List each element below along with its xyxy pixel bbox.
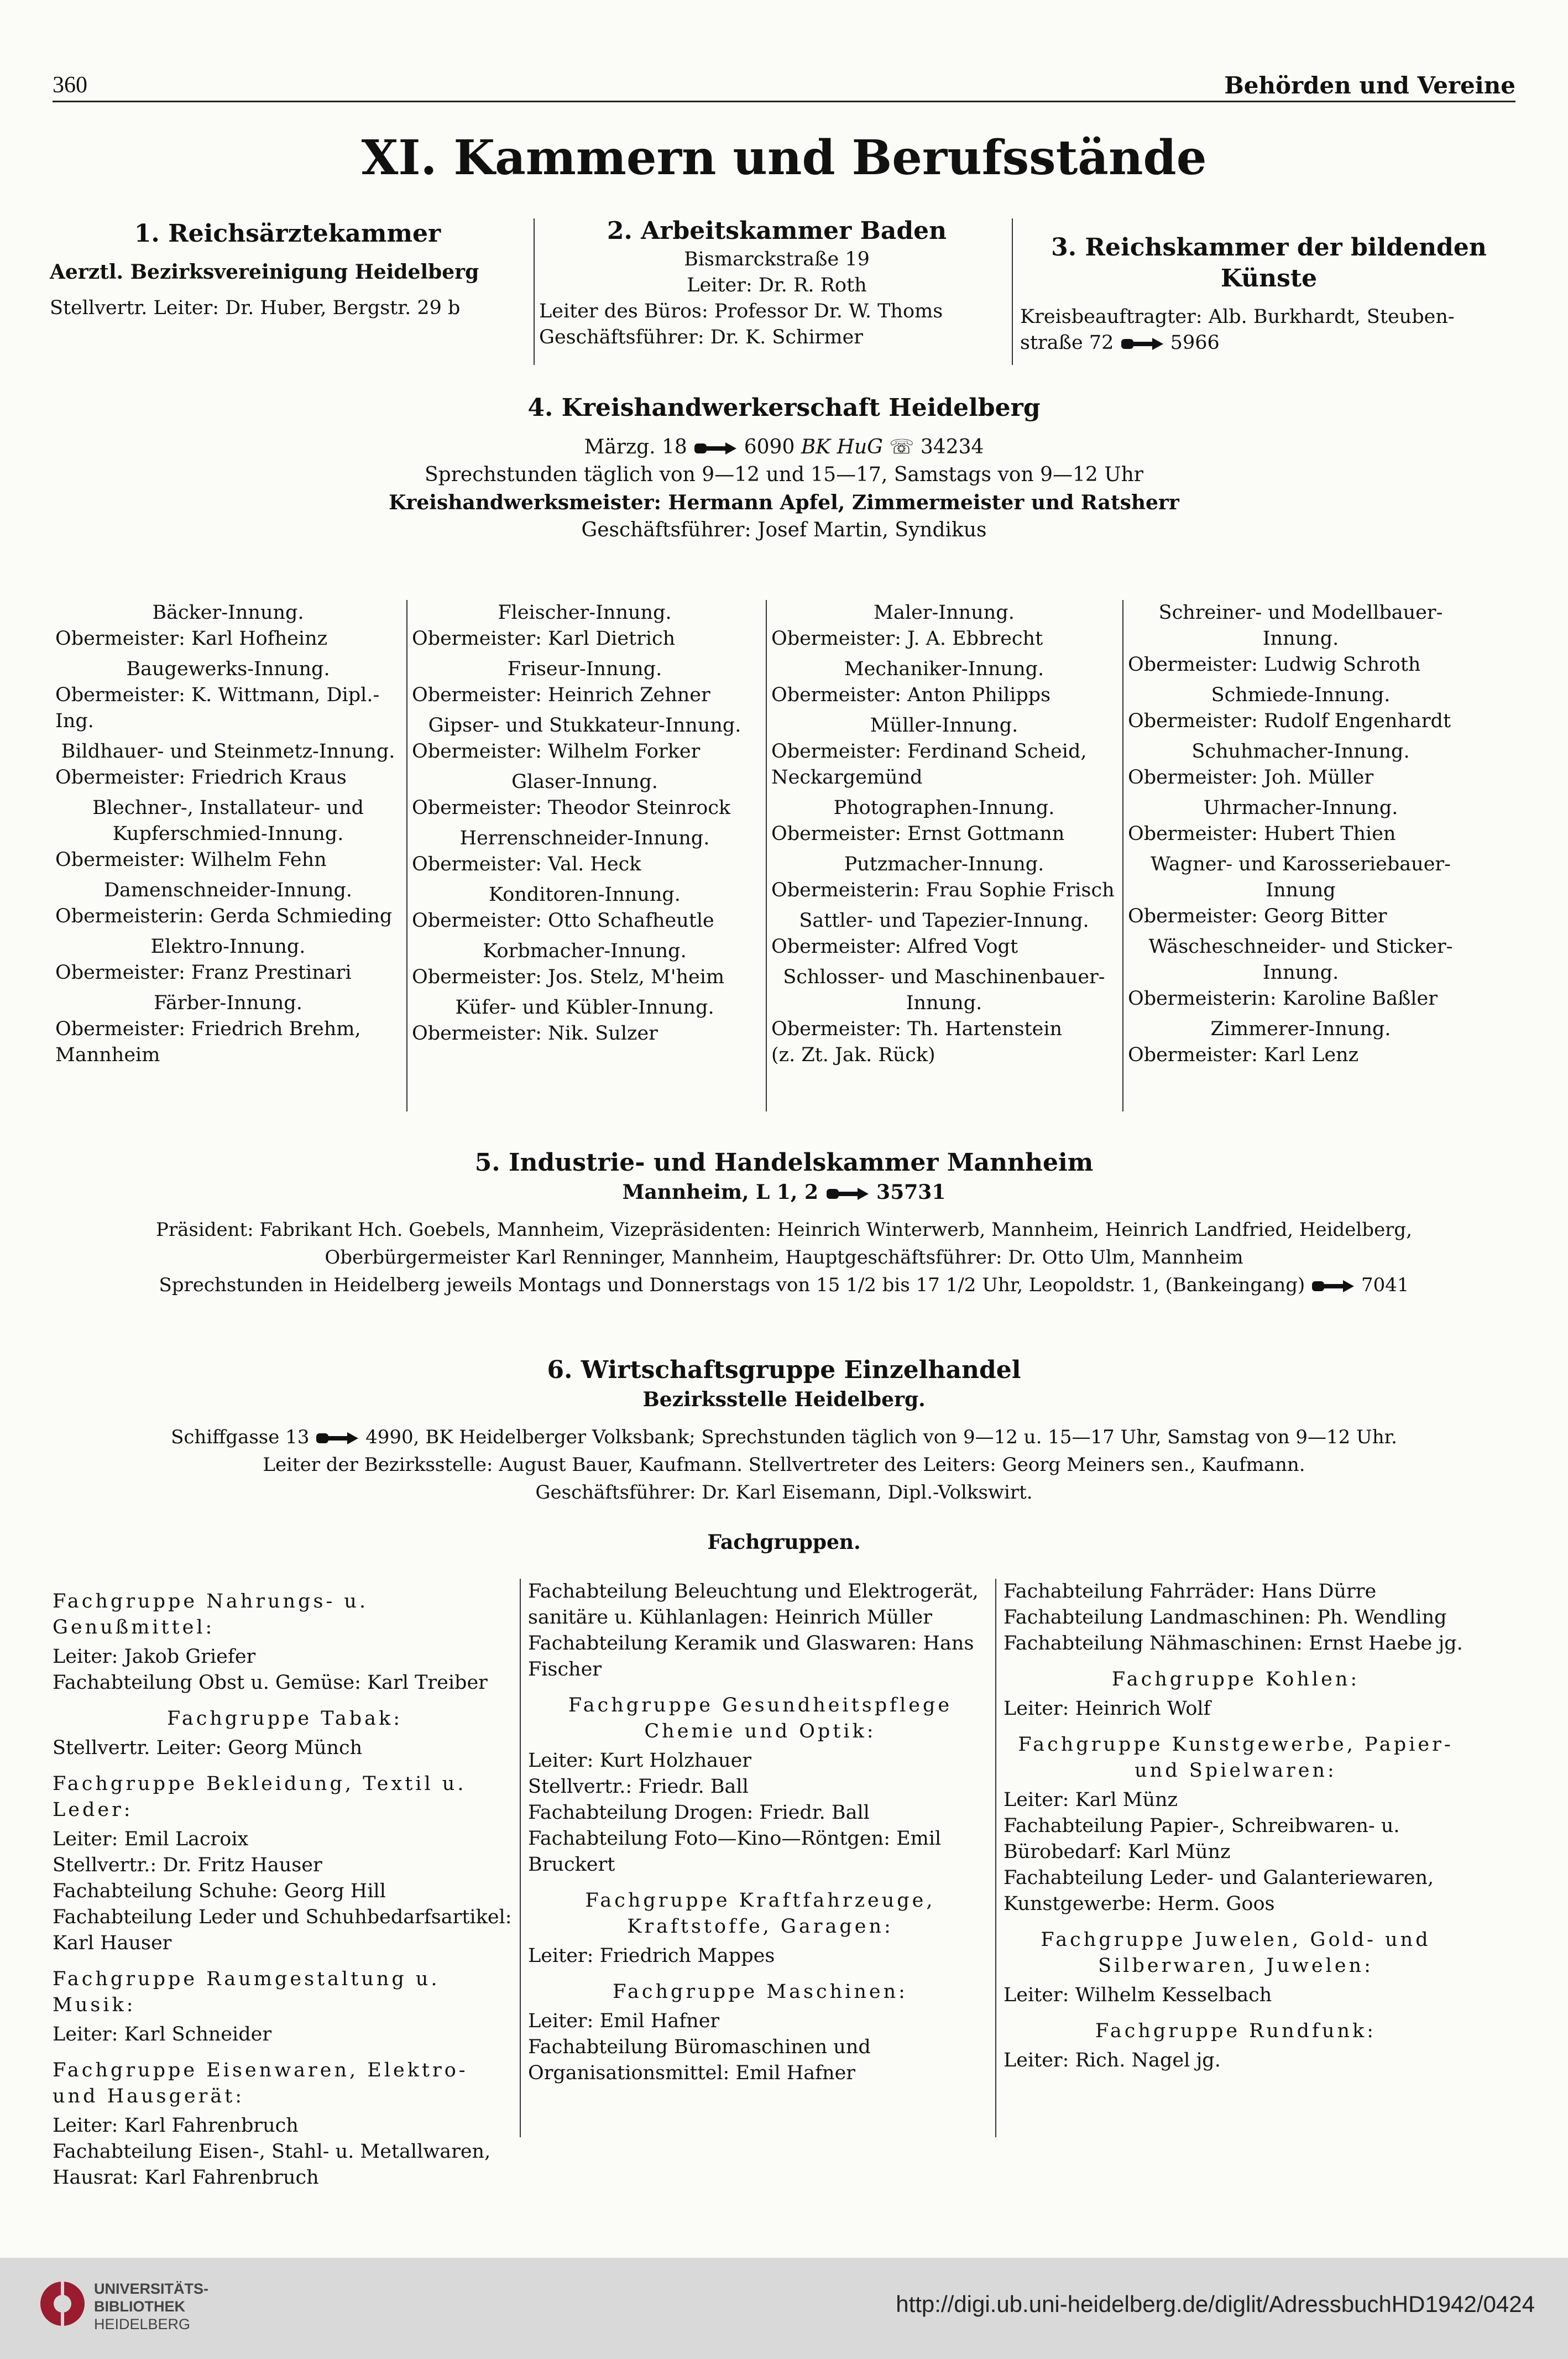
innung-master: Obermeister: Franz Prestinari (55, 962, 352, 984)
section-6-contact (0, 1423, 1568, 1451)
section-6-hours: 4990, BK Heidelberger Volksbank; Sprechstunden täglich von 9—12 u. 15—17 Uhr, Samstag von 9—12 Uhr. (365, 1426, 1397, 1448)
section-5 (0, 1147, 1568, 1299)
innung-master: Obermeister: Alfred Vogt (771, 936, 1018, 958)
section-5-hours-text: Sprechstunden in Heidelberg jeweils Montags und Donnerstags von 15 1/2 bis 17 1/2 Uhr, Leopoldstr. 1, (Bankeingang) (159, 1274, 1305, 1296)
telephone-icon (693, 440, 738, 457)
fach-entry: Fachabteilung Landmaschinen: Ph. Wendling (1003, 1606, 1447, 1629)
section-5-heading: 5. Industrie- und Handelskammer Mannheim (474, 1149, 1094, 1177)
innung-name: Müller-Innung. (870, 714, 1018, 737)
innung-master: Obermeister: Th. Hartenstein (771, 1018, 1063, 1040)
section-5-line: Oberbürgermeister Karl Renninger, Mannheim, Hauptgeschäftsführer: Dr. Otto Ulm, Mannheim (325, 1246, 1243, 1269)
innung-master: Obermeister: Heinrich Zehner (412, 684, 710, 706)
divider (995, 1579, 996, 2137)
section-6-line: Geschäftsführer: Dr. Karl Eisemann, Dipl.-Volkswirt. (535, 1481, 1033, 1504)
innung-name: Friseur-Innung. (507, 658, 662, 680)
fach-entry: Fachabteilung Drogen: Friedr. Ball (528, 1802, 870, 1824)
library-name-line: UNIVERSITÄTS- (94, 2280, 209, 2297)
fachgruppe-heading: Fachgruppe Kohlen: (1111, 1668, 1360, 1690)
fach-entry: Leiter: Karl Fahrenbruch (53, 2115, 299, 2137)
section-4-manager: Geschäftsführer: Josef Martin, Syndikus (581, 519, 987, 541)
innung-name: Wäscheschneider- und Sticker-Innung. (1148, 936, 1453, 984)
innung-column-3 (771, 600, 1117, 1068)
innung-master: Obermeisterin: Frau Sophie Frisch (771, 879, 1115, 901)
innung-name: Gipser- und Stukkateur-Innung. (428, 714, 741, 737)
section-4-master: Kreishandwerksmeister: Hermann Apfel, Zimmermeister und Ratsherr (389, 491, 1179, 514)
innung-name: Maler-Innung. (874, 602, 1015, 624)
fachgruppe-heading: Fachgruppe Raumgestaltung u. Musik: (53, 1968, 440, 2016)
section-3-heading: 3. Reichskammer der bildenden Künste (1051, 233, 1487, 293)
fach-entry: Leiter: Kurt Holzhauer (528, 1750, 752, 1772)
innung-name: Blechner-, Installateur- und Kupferschmied-Innung. (92, 797, 364, 845)
innung-name: Sattler- und Tapezier-Innung. (799, 910, 1089, 932)
innung-master: Obermeister: Nik. Sulzer (412, 1022, 658, 1045)
section-5-line: Präsident: Fabrikant Hch. Goebels, Mannheim, Vizepräsidenten: Heinrich Winterwerb, Mannheim, Heinrich Landfried, Heidelberg, (155, 1219, 1413, 1241)
innung-master: Obermeister: Friedrich Brehm, Mannheim (55, 1018, 361, 1066)
fachgruppe-heading: Fachgruppe Kraftfahrzeuge, Kraftstoffe, Garagen: (585, 1890, 935, 1938)
section-4-contact (0, 434, 1568, 461)
fach-entry: Leiter: Wilhelm Kesselbach (1003, 1984, 1272, 2006)
divider (766, 600, 767, 1111)
fach-entry: Leiter: Heinrich Wolf (1003, 1698, 1211, 1720)
section-6-line: Leiter der Bezirksstelle: August Bauer, Kaufmann. Stellvertreter des Leiters: Georg Meiners sen., Kaufmann. (263, 1454, 1305, 1476)
innung-name: Damenschneider-Innung. (103, 879, 353, 901)
page-header (53, 66, 1515, 105)
innung-master: (z. Zt. Jak. Rück) (771, 1044, 935, 1066)
innung-name: Konditoren-Innung. (489, 884, 681, 906)
innung-master: Obermeister: Val. Heck (412, 853, 641, 875)
section-5-address-line (0, 1178, 1568, 1206)
innung-master: Obermeister: Rudolf Engenhardt (1128, 710, 1451, 732)
fachgruppe-heading: Fachgruppe Nahrungs- u. Genußmittel: (53, 1590, 369, 1638)
innung-master: Obermeisterin: Gerda Schmieding (55, 905, 393, 927)
section-3-line (1020, 330, 1518, 356)
fach-entry: Fachabteilung Büromaschinen und Organisationsmittel: Emil Hafner (528, 2036, 871, 2084)
fach-entry: Fachabteilung Leder- und Galanteriewaren, Kunstgewerbe: Herm. Goos (1003, 1867, 1434, 1915)
fach-entry: Stellvertr.: Dr. Fritz Hauser (53, 1854, 322, 1876)
fach-entry: Fachabteilung Keramik und Glaswaren: Hans Fischer (528, 1632, 974, 1680)
fachgruppe-heading: Fachgruppe Rundfunk: (1095, 2020, 1377, 2042)
section-3-phone: 5966 (1170, 332, 1220, 354)
innung-master: Obermeister: Karl Dietrich (412, 628, 676, 650)
innung-name: Bildhauer- und Steinmetz-Innung. (61, 740, 395, 763)
fach-entry: Fachabteilung Obst u. Gemüse: Karl Treiber (53, 1672, 488, 1694)
innung-master: Obermeister: Anton Philipps (771, 684, 1051, 706)
section-6-address: Schiffgasse 13 (171, 1426, 310, 1448)
fach-entry: Fachabteilung Eisen-, Stahl- u. Metallwaren, Hausrat: Karl Fahrenbruch (53, 2141, 491, 2189)
section-3 (1020, 232, 1518, 356)
fach-entry: Fachabteilung Schuhe: Georg Hill (53, 1880, 386, 1902)
section-4-account: 34234 (920, 436, 984, 458)
innung-name: Glaser-Innung. (511, 771, 658, 793)
fach-entry: Fachabteilung Papier-, Schreibwaren- u. Bürobedarf: Karl Münz (1003, 1815, 1400, 1863)
fachgruppe-heading: Fachgruppe Bekleidung, Textil u. Leder: (53, 1773, 467, 1821)
fachgruppen-column-3 (1003, 1579, 1468, 2074)
fach-entry: Fachabteilung Leder und Schuhbedarfsartikel: Karl Hauser (53, 1906, 512, 1954)
section-6-sub: Bezirksstelle Heidelberg. (642, 1388, 926, 1411)
innung-name: Korbmacher-Innung. (483, 940, 687, 962)
section-5-hours-phone: 7041 (1361, 1274, 1409, 1296)
fach-entry: Leiter: Karl Schneider (53, 2023, 272, 2045)
innung-master: Obermeister: Ferdinand Scheid, Neckargemünd (771, 740, 1087, 789)
section-2-line: Leiter des Büros: Professor Dr. W. Thoms (539, 300, 943, 322)
fachgruppe-heading: Fachgruppe Kunstgewerbe, Papier- und Spielwaren: (1018, 1734, 1454, 1782)
innung-name: Zimmerer-Innung. (1210, 1018, 1391, 1040)
innung-name: Schlosser- und Maschinenbauer-Innung. (783, 966, 1105, 1014)
fachgruppen-heading: Fachgruppen. (707, 1531, 861, 1554)
fachgruppe-heading: Fachgruppe Eisenwaren, Elektro- und Hausgerät: (53, 2059, 468, 2107)
section-2-heading: 2. Arbeitskammer Baden (607, 217, 947, 245)
innung-master: Obermeister: Wilhelm Forker (412, 740, 701, 763)
innung-name: Baugewerks-Innung. (126, 658, 330, 680)
library-logo-icon (39, 2280, 86, 2327)
fach-entry: Leiter: Emil Lacroix (53, 1828, 249, 1850)
section-1-heading: 1. Reichsärztekammer (134, 220, 441, 248)
fachgruppe-heading: Fachgruppe Tabak: (166, 1708, 403, 1730)
innung-column-1 (55, 600, 401, 1068)
section-1-line: Stellvertr. Leiter: Dr. Huber, Bergstr. 29 b (50, 297, 461, 319)
fach-entry: Stellvertr. Leiter: Georg Münch (53, 1737, 363, 1759)
innung-master: Obermeister: K. Wittmann, Dipl.-Ing. (55, 684, 380, 732)
library-name (94, 2280, 208, 2333)
fach-entry: Fachabteilung Nähmaschinen: Ernst Haebe jg. (1003, 1632, 1463, 1655)
fachgruppe-heading: Fachgruppe Juwelen, Gold- und Silberwaren, Juwelen: (1041, 1929, 1431, 1977)
innung-master: Obermeister: Hubert Thien (1128, 823, 1396, 845)
innung-master: Obermeister: Joh. Müller (1128, 766, 1374, 789)
innung-master: Obermeister: Otto Schafheutle (412, 910, 714, 932)
innung-name: Herrenschneider-Innung. (459, 827, 710, 849)
divider (406, 600, 407, 1111)
innung-name: Wagner- und Karosseriebauer-Innung (1151, 853, 1451, 901)
source-url-link[interactable]: http://digi.ub.uni-heidelberg.de/diglit/AdressbuchHD1942/0424 (896, 2291, 1535, 2317)
section-2-line: Bismarckstraße 19 (684, 248, 870, 270)
telephone-icon (1311, 1278, 1355, 1295)
fach-entry: Leiter: Karl Münz (1003, 1789, 1178, 1811)
innung-name: Schreiner- und Modellbauer-Innung. (1158, 602, 1443, 650)
fach-entry: Leiter: Rich. Nagel jg. (1003, 2049, 1221, 2071)
section-4-bank: BK HuG (801, 436, 883, 458)
library-name-line: HEIDELBERG (94, 2316, 191, 2332)
section-2-line: Geschäftsführer: Dr. K. Schirmer (539, 326, 864, 348)
section-5-address: Mannheim, L 1, 2 (622, 1181, 819, 1204)
section-4-address: Märzg. 18 (584, 436, 687, 458)
innung-column-2 (412, 600, 757, 1047)
divider (534, 218, 535, 365)
section-3-line: Kreisbeauftragter: Alb. Burkhardt, Steuben- (1020, 306, 1455, 328)
innung-name: Schuhmacher-Innung. (1191, 740, 1410, 763)
section-1 (50, 218, 525, 321)
page-title: XI. Kammern und Berufsstände (361, 130, 1207, 186)
section-6-heading: 6. Wirtschaftsgruppe Einzelhandel (547, 1356, 1021, 1384)
library-name-line: BIBLIOTHEK (94, 2298, 185, 2315)
telephone-icon (825, 1186, 870, 1202)
innung-name: Putzmacher-Innung. (844, 853, 1044, 875)
telephone-icon (1120, 336, 1164, 352)
library-footer (0, 2258, 1568, 2359)
section-5-phone: 35731 (876, 1181, 946, 1204)
innung-master: Obermeister: Ludwig Schroth (1128, 654, 1421, 676)
divider (1012, 218, 1013, 365)
innung-master: Obermeister: Georg Bitter (1128, 905, 1387, 927)
section-2 (539, 216, 1015, 351)
fach-entry: Leiter: Jakob Griefer (53, 1646, 256, 1668)
fachgruppe-heading: Fachgruppe Gesundheitspflege Chemie und Optik: (568, 1694, 953, 1742)
innung-name: Fleischer-Innung. (498, 602, 672, 624)
section-6 (0, 1355, 1568, 1556)
innung-name: Färber-Innung. (154, 992, 302, 1014)
innung-name: Mechaniker-Innung. (844, 658, 1044, 680)
section-4-header (0, 393, 1568, 544)
innung-master: Obermeister: J. A. Ebbrecht (771, 628, 1043, 650)
fach-entry: Fachabteilung Foto—Kino—Röntgen: Emil Bruckert (528, 1828, 942, 1876)
fach-entry: Stellvertr.: Friedr. Ball (528, 1776, 749, 1798)
fach-entry: Fachabteilung Beleuchtung und Elektrogerät, sanitäre u. Kühlanlagen: Heinrich Müller (528, 1580, 979, 1629)
fach-entry: Leiter: Friedrich Mappes (528, 1945, 775, 1967)
header-rule (53, 101, 1515, 102)
innung-name: Bäcker-Innung. (152, 602, 304, 624)
innung-master: Obermeister: Jos. Stelz, M'heim (412, 966, 725, 988)
innung-name: Uhrmacher-Innung. (1203, 797, 1398, 819)
innung-master: Obermeister: Karl Lenz (1128, 1044, 1359, 1066)
fachgruppen-column-2 (528, 1579, 992, 2086)
innung-name: Elektro-Innung. (150, 936, 306, 958)
innung-master: Obermeister: Theodor Steinrock (412, 797, 731, 819)
innung-master: Obermeister: Wilhelm Fehn (55, 849, 327, 871)
section-2-line: Leiter: Dr. R. Roth (687, 274, 867, 296)
section-4-phone: 6090 (744, 436, 795, 458)
fachgruppen-column-1 (53, 1579, 517, 2191)
divider (520, 1579, 521, 2137)
page-number: 360 (53, 72, 87, 98)
innung-master: Obermeister: Friedrich Kraus (55, 766, 347, 789)
fachgruppe-heading: Fachgruppe Maschinen: (613, 1981, 908, 2003)
fach-entry: Leiter: Emil Hafner (528, 2010, 720, 2032)
running-title: Behörden und Vereine (1224, 72, 1515, 99)
fach-entry: Fachabteilung Fahrräder: Hans Dürre (1003, 1580, 1377, 1603)
section-4-heading: 4. Kreishandwerkerschaft Heidelberg (527, 394, 1041, 422)
innung-name: Küfer- und Kübler-Innung. (455, 996, 714, 1019)
section-1-sub: Aerztl. Bezirksvereinigung Heidelberg (50, 260, 479, 284)
postcheck-icon: ☏ (889, 436, 914, 458)
divider (1122, 600, 1123, 1111)
innung-name: Schmiede-Innung. (1211, 684, 1391, 706)
telephone-icon (315, 1430, 359, 1447)
innung-master: Obermeister: Karl Hofheinz (55, 628, 328, 650)
section-5-hours (0, 1271, 1568, 1299)
innung-name: Photographen-Innung. (833, 797, 1055, 819)
section-4-hours: Sprechstunden täglich von 9—12 und 15—17, Samstags von 9—12 Uhr (425, 463, 1143, 486)
innung-master: Obermeisterin: Karoline Baßler (1128, 988, 1438, 1010)
innung-master: Obermeister: Ernst Gottmann (771, 823, 1065, 845)
innung-column-4 (1128, 600, 1473, 1068)
section-3-street: straße 72 (1020, 332, 1114, 354)
